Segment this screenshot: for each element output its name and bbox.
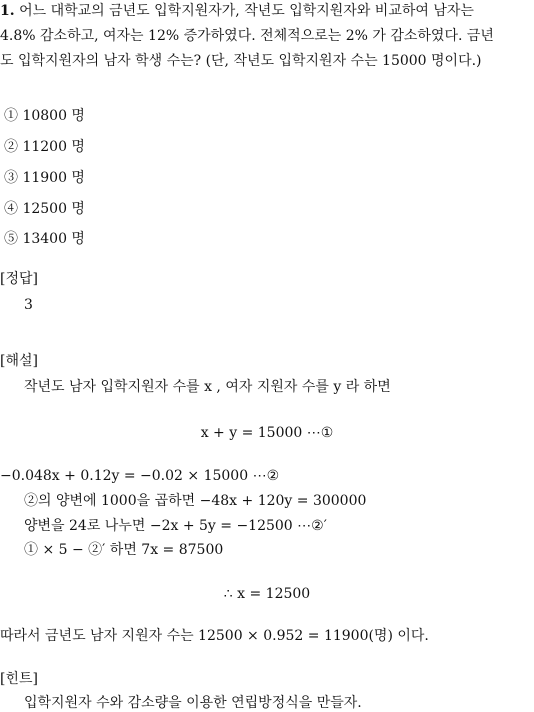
question-number: 1. [0,3,15,19]
equation-3: ∴ x = 12500 [223,586,311,602]
equation-2: −0.048x + 0.12y = −0.02 × 15000 ⋯② [0,468,280,484]
question-text-3: 도 입학지원자의 남자 학생 수는? (단, 작년도 입학지원자 수는 15000 명이다.) [0,53,482,69]
choice-1[interactable]: ① 10800 명 [4,108,85,124]
solution-line-2: ②의 양변에 1000을 곱하면 −48x + 120y = 300000 [24,493,367,509]
equation-1: x + y = 15000 ⋯① [200,425,334,441]
choice-2[interactable]: ② 11200 명 [4,139,85,155]
solution-line-1: 작년도 남자 입학지원자 수를 x , 여자 지원자 수를 y 라 하면 [24,379,391,395]
solution-header: [해설] [0,353,38,369]
answer-header: [정답] [0,271,38,287]
choice-4[interactable]: ④ 12500 명 [4,201,85,217]
choice-3[interactable]: ③ 11900 명 [4,170,85,186]
question-text-2: 4.8% 감소하고, 여자는 12% 증가하였다. 전체적으로는 2% 가 감소하였다. 금년 [0,28,494,44]
answer-value: 3 [24,297,33,313]
solution-line-4: ① × 5 − ②′ 하면 7x = 87500 [24,542,224,558]
question-line-1 [0,2,474,20]
solution-line-5: 따라서 금년도 남자 지원자 수는 12500 × 0.952 = 11900(명) 이다. [0,628,429,644]
question-text-1: 어느 대학교의 금년도 입학지원자가, 작년도 입학지원자와 비교하여 남자는 [19,3,474,19]
hint-header: [힌트] [0,671,38,687]
hint-text: 입학지원자 수와 감소량을 이용한 연립방정식을 만들자. [24,695,362,711]
choice-5[interactable]: ⑤ 13400 명 [4,231,85,247]
solution-line-3: 양변을 24로 나누면 −2x + 5y = −12500 ⋯②′ [24,518,327,534]
